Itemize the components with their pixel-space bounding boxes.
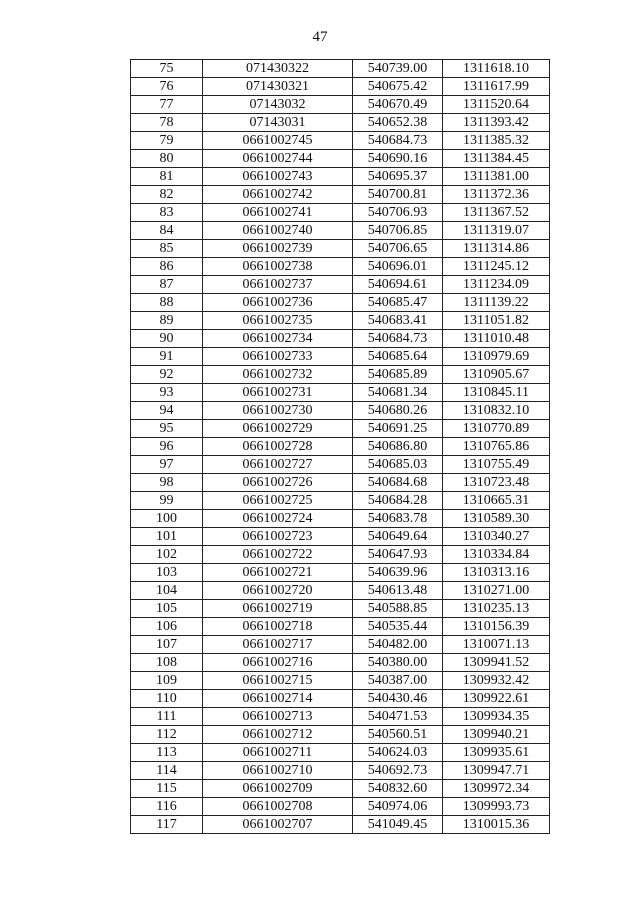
- row-number-cell: 75: [131, 60, 203, 78]
- y-coordinate-cell: 1309972.34: [443, 780, 550, 798]
- table-row: [131, 312, 550, 330]
- row-number-cell: 104: [131, 582, 203, 600]
- table-row: [131, 546, 550, 564]
- table-row: [131, 366, 550, 384]
- row-number-cell: 102: [131, 546, 203, 564]
- table-row: [131, 204, 550, 222]
- x-coordinate-cell: 540695.37: [353, 168, 443, 186]
- table-row: [131, 150, 550, 168]
- y-coordinate-cell: 1309940.21: [443, 726, 550, 744]
- point-id-cell: 0661002727: [203, 456, 353, 474]
- y-coordinate-cell: 1310156.39: [443, 618, 550, 636]
- x-coordinate-cell: 540639.96: [353, 564, 443, 582]
- row-number-cell: 101: [131, 528, 203, 546]
- x-coordinate-cell: 540684.68: [353, 474, 443, 492]
- y-coordinate-cell: 1309922.61: [443, 690, 550, 708]
- table-row: [131, 690, 550, 708]
- y-coordinate-cell: 1310905.67: [443, 366, 550, 384]
- row-number-cell: 82: [131, 186, 203, 204]
- x-coordinate-cell: 540683.78: [353, 510, 443, 528]
- table-row: [131, 474, 550, 492]
- table-row: [131, 294, 550, 312]
- row-number-cell: 85: [131, 240, 203, 258]
- table-row: [131, 600, 550, 618]
- x-coordinate-cell: 540535.44: [353, 618, 443, 636]
- page-number: 47: [312, 29, 328, 45]
- point-id-cell: 0661002736: [203, 294, 353, 312]
- x-coordinate-cell: 540832.60: [353, 780, 443, 798]
- point-id-cell: 0661002711: [203, 744, 353, 762]
- y-coordinate-cell: 1311245.12: [443, 258, 550, 276]
- row-number-cell: 103: [131, 564, 203, 582]
- point-id-cell: 0661002738: [203, 258, 353, 276]
- point-id-cell: 0661002732: [203, 366, 353, 384]
- table-row: [131, 816, 550, 834]
- x-coordinate-cell: 540681.34: [353, 384, 443, 402]
- point-id-cell: 07143032: [203, 96, 353, 114]
- point-id-cell: 0661002737: [203, 276, 353, 294]
- y-coordinate-cell: 1311618.10: [443, 60, 550, 78]
- table-row: [131, 258, 550, 276]
- y-coordinate-cell: 1310845.11: [443, 384, 550, 402]
- y-coordinate-cell: 1310015.36: [443, 816, 550, 834]
- y-coordinate-cell: 1310340.27: [443, 528, 550, 546]
- coordinates-table-body: [131, 60, 550, 834]
- point-id-cell: 0661002735: [203, 312, 353, 330]
- table-row: [131, 798, 550, 816]
- table-row: [131, 330, 550, 348]
- point-id-cell: 0661002713: [203, 708, 353, 726]
- point-id-cell: 0661002715: [203, 672, 353, 690]
- y-coordinate-cell: 1310770.89: [443, 420, 550, 438]
- point-id-cell: 07143031: [203, 114, 353, 132]
- x-coordinate-cell: 540624.03: [353, 744, 443, 762]
- y-coordinate-cell: 1309993.73: [443, 798, 550, 816]
- row-number-cell: 95: [131, 420, 203, 438]
- row-number-cell: 94: [131, 402, 203, 420]
- x-coordinate-cell: 540684.73: [353, 330, 443, 348]
- table-row: [131, 168, 550, 186]
- point-id-cell: 0661002734: [203, 330, 353, 348]
- table-row: [131, 528, 550, 546]
- row-number-cell: 106: [131, 618, 203, 636]
- point-id-cell: 0661002721: [203, 564, 353, 582]
- table-row: [131, 708, 550, 726]
- point-id-cell: 0661002740: [203, 222, 353, 240]
- y-coordinate-cell: 1310755.49: [443, 456, 550, 474]
- point-id-cell: 0661002730: [203, 402, 353, 420]
- row-number-cell: 89: [131, 312, 203, 330]
- row-number-cell: 87: [131, 276, 203, 294]
- y-coordinate-cell: 1311393.42: [443, 114, 550, 132]
- table-row: [131, 762, 550, 780]
- x-coordinate-cell: 540700.81: [353, 186, 443, 204]
- x-coordinate-cell: 540670.49: [353, 96, 443, 114]
- y-coordinate-cell: 1310334.84: [443, 546, 550, 564]
- row-number-cell: 113: [131, 744, 203, 762]
- point-id-cell: 0661002712: [203, 726, 353, 744]
- table-row: [131, 672, 550, 690]
- x-coordinate-cell: 540380.00: [353, 654, 443, 672]
- point-id-cell: 071430321: [203, 78, 353, 96]
- y-coordinate-cell: 1310665.31: [443, 492, 550, 510]
- table-row: [131, 564, 550, 582]
- x-coordinate-cell: 540685.03: [353, 456, 443, 474]
- y-coordinate-cell: 1311617.99: [443, 78, 550, 96]
- y-coordinate-cell: 1309947.71: [443, 762, 550, 780]
- x-coordinate-cell: 540974.06: [353, 798, 443, 816]
- point-id-cell: 0661002717: [203, 636, 353, 654]
- y-coordinate-cell: 1311367.52: [443, 204, 550, 222]
- row-number-cell: 109: [131, 672, 203, 690]
- x-coordinate-cell: 540684.28: [353, 492, 443, 510]
- point-id-cell: 0661002744: [203, 150, 353, 168]
- y-coordinate-cell: 1309932.42: [443, 672, 550, 690]
- row-number-cell: 81: [131, 168, 203, 186]
- row-number-cell: 88: [131, 294, 203, 312]
- y-coordinate-cell: 1311051.82: [443, 312, 550, 330]
- row-number-cell: 114: [131, 762, 203, 780]
- row-number-cell: 105: [131, 600, 203, 618]
- row-number-cell: 86: [131, 258, 203, 276]
- x-coordinate-cell: 540706.85: [353, 222, 443, 240]
- x-coordinate-cell: 540692.73: [353, 762, 443, 780]
- table-row: [131, 438, 550, 456]
- x-coordinate-cell: 540652.38: [353, 114, 443, 132]
- point-id-cell: 0661002745: [203, 132, 353, 150]
- x-coordinate-cell: 540706.93: [353, 204, 443, 222]
- row-number-cell: 108: [131, 654, 203, 672]
- y-coordinate-cell: 1310235.13: [443, 600, 550, 618]
- table-row: [131, 636, 550, 654]
- row-number-cell: 92: [131, 366, 203, 384]
- table-row: [131, 132, 550, 150]
- row-number-cell: 99: [131, 492, 203, 510]
- row-number-cell: 100: [131, 510, 203, 528]
- x-coordinate-cell: 540675.42: [353, 78, 443, 96]
- row-number-cell: 117: [131, 816, 203, 834]
- y-coordinate-cell: 1311314.86: [443, 240, 550, 258]
- y-coordinate-cell: 1309935.61: [443, 744, 550, 762]
- x-coordinate-cell: 540684.73: [353, 132, 443, 150]
- row-number-cell: 79: [131, 132, 203, 150]
- y-coordinate-cell: 1310071.13: [443, 636, 550, 654]
- x-coordinate-cell: 540471.53: [353, 708, 443, 726]
- y-coordinate-cell: 1310313.16: [443, 564, 550, 582]
- row-number-cell: 112: [131, 726, 203, 744]
- row-number-cell: 115: [131, 780, 203, 798]
- x-coordinate-cell: 540482.00: [353, 636, 443, 654]
- point-id-cell: 0661002709: [203, 780, 353, 798]
- point-id-cell: 0661002739: [203, 240, 353, 258]
- point-id-cell: 0661002741: [203, 204, 353, 222]
- y-coordinate-cell: 1311010.48: [443, 330, 550, 348]
- table-row: [131, 114, 550, 132]
- coordinates-table: [130, 59, 550, 834]
- x-coordinate-cell: 540560.51: [353, 726, 443, 744]
- x-coordinate-cell: 540387.00: [353, 672, 443, 690]
- x-coordinate-cell: 540690.16: [353, 150, 443, 168]
- y-coordinate-cell: 1309941.52: [443, 654, 550, 672]
- row-number-cell: 91: [131, 348, 203, 366]
- table-row: [131, 384, 550, 402]
- y-coordinate-cell: 1311139.22: [443, 294, 550, 312]
- point-id-cell: 0661002708: [203, 798, 353, 816]
- x-coordinate-cell: 540691.25: [353, 420, 443, 438]
- x-coordinate-cell: 540739.00: [353, 60, 443, 78]
- x-coordinate-cell: 540696.01: [353, 258, 443, 276]
- point-id-cell: 0661002731: [203, 384, 353, 402]
- x-coordinate-cell: 541049.45: [353, 816, 443, 834]
- x-coordinate-cell: 540647.93: [353, 546, 443, 564]
- y-coordinate-cell: 1311381.00: [443, 168, 550, 186]
- y-coordinate-cell: 1310723.48: [443, 474, 550, 492]
- row-number-cell: 97: [131, 456, 203, 474]
- table-row: [131, 780, 550, 798]
- table-row: [131, 492, 550, 510]
- point-id-cell: 0661002726: [203, 474, 353, 492]
- row-number-cell: 83: [131, 204, 203, 222]
- row-number-cell: 84: [131, 222, 203, 240]
- table-row: [131, 276, 550, 294]
- point-id-cell: 0661002729: [203, 420, 353, 438]
- point-id-cell: 0661002743: [203, 168, 353, 186]
- row-number-cell: 77: [131, 96, 203, 114]
- table-row: [131, 186, 550, 204]
- x-coordinate-cell: 540613.48: [353, 582, 443, 600]
- y-coordinate-cell: 1310979.69: [443, 348, 550, 366]
- point-id-cell: 0661002728: [203, 438, 353, 456]
- row-number-cell: 116: [131, 798, 203, 816]
- y-coordinate-cell: 1311520.64: [443, 96, 550, 114]
- y-coordinate-cell: 1309934.35: [443, 708, 550, 726]
- table-row: [131, 96, 550, 114]
- point-id-cell: 0661002733: [203, 348, 353, 366]
- row-number-cell: 93: [131, 384, 203, 402]
- row-number-cell: 111: [131, 708, 203, 726]
- x-coordinate-cell: 540686.80: [353, 438, 443, 456]
- table-row: [131, 402, 550, 420]
- x-coordinate-cell: 540649.64: [353, 528, 443, 546]
- row-number-cell: 90: [131, 330, 203, 348]
- y-coordinate-cell: 1310832.10: [443, 402, 550, 420]
- x-coordinate-cell: 540685.89: [353, 366, 443, 384]
- table-row: [131, 240, 550, 258]
- row-number-cell: 80: [131, 150, 203, 168]
- x-coordinate-cell: 540588.85: [353, 600, 443, 618]
- table-row: [131, 78, 550, 96]
- row-number-cell: 107: [131, 636, 203, 654]
- row-number-cell: 96: [131, 438, 203, 456]
- table-row: [131, 456, 550, 474]
- row-number-cell: 78: [131, 114, 203, 132]
- point-id-cell: 0661002742: [203, 186, 353, 204]
- x-coordinate-cell: 540694.61: [353, 276, 443, 294]
- table-row: [131, 510, 550, 528]
- x-coordinate-cell: 540706.65: [353, 240, 443, 258]
- point-id-cell: 0661002719: [203, 600, 353, 618]
- table-row: [131, 348, 550, 366]
- y-coordinate-cell: 1310271.00: [443, 582, 550, 600]
- y-coordinate-cell: 1311384.45: [443, 150, 550, 168]
- row-number-cell: 76: [131, 78, 203, 96]
- point-id-cell: 0661002722: [203, 546, 353, 564]
- x-coordinate-cell: 540430.46: [353, 690, 443, 708]
- table-row: [131, 582, 550, 600]
- y-coordinate-cell: 1310589.30: [443, 510, 550, 528]
- x-coordinate-cell: 540683.41: [353, 312, 443, 330]
- point-id-cell: 0661002723: [203, 528, 353, 546]
- table-row: [131, 744, 550, 762]
- point-id-cell: 0661002720: [203, 582, 353, 600]
- y-coordinate-cell: 1311234.09: [443, 276, 550, 294]
- table-row: [131, 654, 550, 672]
- point-id-cell: 0661002710: [203, 762, 353, 780]
- y-coordinate-cell: 1310765.86: [443, 438, 550, 456]
- table-row: [131, 618, 550, 636]
- point-id-cell: 0661002718: [203, 618, 353, 636]
- table-row: [131, 420, 550, 438]
- point-id-cell: 0661002724: [203, 510, 353, 528]
- x-coordinate-cell: 540685.64: [353, 348, 443, 366]
- row-number-cell: 98: [131, 474, 203, 492]
- table-row: [131, 222, 550, 240]
- y-coordinate-cell: 1311372.36: [443, 186, 550, 204]
- table-row: [131, 60, 550, 78]
- point-id-cell: 0661002716: [203, 654, 353, 672]
- y-coordinate-cell: 1311385.32: [443, 132, 550, 150]
- table-row: [131, 726, 550, 744]
- point-id-cell: 071430322: [203, 60, 353, 78]
- point-id-cell: 0661002714: [203, 690, 353, 708]
- x-coordinate-cell: 540685.47: [353, 294, 443, 312]
- point-id-cell: 0661002725: [203, 492, 353, 510]
- row-number-cell: 110: [131, 690, 203, 708]
- y-coordinate-cell: 1311319.07: [443, 222, 550, 240]
- x-coordinate-cell: 540680.26: [353, 402, 443, 420]
- point-id-cell: 0661002707: [203, 816, 353, 834]
